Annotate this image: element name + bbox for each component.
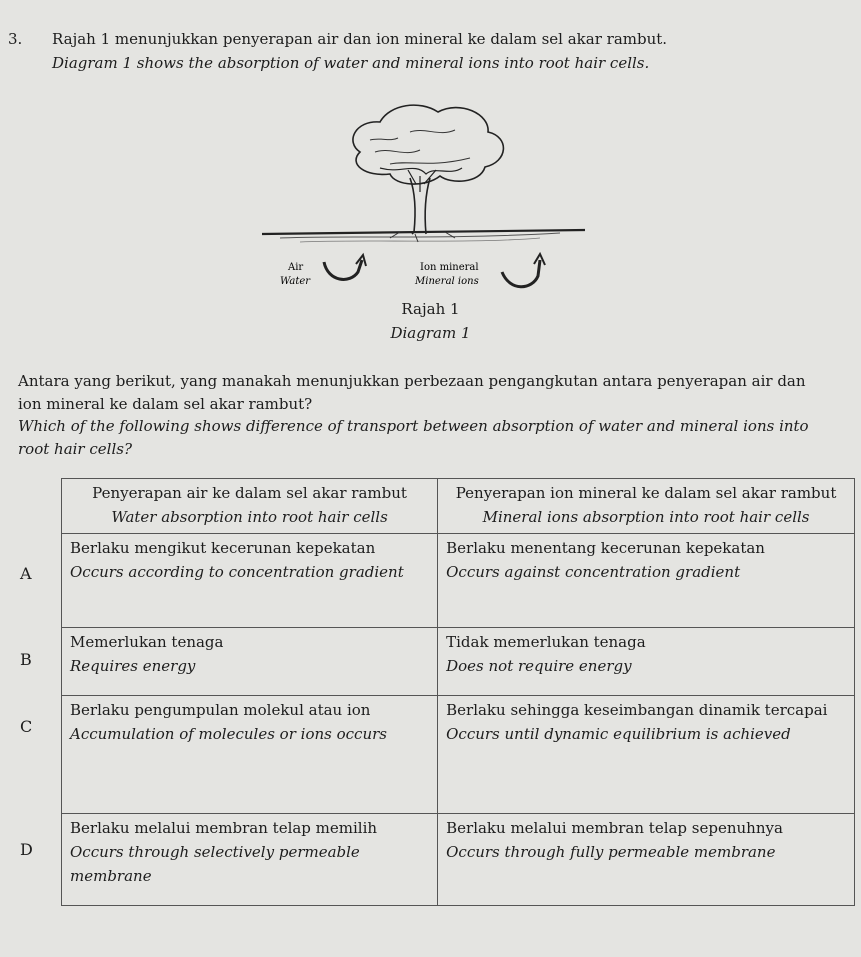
label-ion-ms: Ion mineral [420, 262, 479, 273]
header-water [62, 479, 438, 534]
option-letter-b[interactable]: B [20, 650, 32, 669]
header-ion-ms: Penyerapan ion mineral ke dalam sel akar rambut [455, 484, 837, 502]
label-water: Water [280, 276, 311, 287]
cell-d-ion [438, 814, 855, 906]
cell-a-water [62, 534, 438, 628]
cell-d-water-en: Occurs through selectively permeable membrane [70, 843, 360, 885]
cell-d-water-ms: Berlaku melalui membran telap memilih [70, 819, 378, 837]
label-air: Air [288, 262, 304, 273]
question-text-en: Diagram 1 shows the absorption of water and mineral ions into root hair cells. [52, 54, 650, 72]
cell-a-ion-en: Occurs against concentration gradient [446, 563, 741, 581]
cell-a-ion [438, 534, 855, 628]
cell-c-water-ms: Berlaku pengumpulan molekul atau ion [70, 701, 371, 719]
table-row-b [62, 628, 855, 696]
label-ion-en: Mineral ions [415, 276, 479, 287]
question-text-ms: Rajah 1 menunjukkan penyerapan air dan ion mineral ke dalam sel akar rambut. [52, 30, 668, 48]
header-ion-en: Mineral ions absorption into root hair cells [482, 508, 810, 526]
diagram-caption-en: Diagram 1 [390, 324, 471, 342]
cell-c-water [62, 696, 438, 814]
header-water-en: Water absorption into root hair cells [111, 508, 388, 526]
options-table [61, 478, 855, 906]
header-water-ms: Penyerapan air ke dalam sel akar rambut [92, 484, 407, 502]
cell-c-ion-ms: Berlaku sehingga keseimbangan dinamik tercapai [446, 701, 828, 719]
option-letter-c[interactable]: C [20, 717, 33, 736]
cell-b-ion-ms: Tidak memerlukan tenaga [446, 633, 646, 651]
cell-b-water-ms: Memerlukan tenaga [70, 633, 224, 651]
stem-text-ms: Antara yang berikut, yang manakah menunjukkan perbezaan pengangkutan antara penyerapan air dan ion mineral ke dalam sel akar rambut? [18, 372, 806, 413]
cell-d-water [62, 814, 438, 906]
diagram-caption-ms: Rajah 1 [401, 300, 460, 318]
cell-a-ion-ms: Berlaku menentang kecerunan kepekatan [446, 539, 765, 557]
cell-c-ion-en: Occurs until dynamic equilibrium is achieved [446, 725, 791, 743]
cell-b-ion-en: Does not require energy [446, 657, 632, 675]
question-number: 3. [8, 30, 23, 48]
cell-c-ion [438, 696, 855, 814]
cell-d-ion-ms: Berlaku melalui membran telap sepenuhnya [446, 819, 783, 837]
option-letter-d[interactable]: D [20, 840, 33, 859]
cell-b-water-en: Requires energy [70, 657, 196, 675]
table-row-a [62, 534, 855, 628]
table-row-c [62, 696, 855, 814]
cell-c-water-en: Accumulation of molecules or ions occurs [70, 725, 387, 743]
cell-d-ion-en: Occurs through fully permeable membrane [446, 843, 776, 861]
table-row-d [62, 814, 855, 906]
tree-diagram [240, 92, 600, 302]
table-header-row [62, 479, 855, 534]
cell-b-ion [438, 628, 855, 696]
cell-a-water-ms: Berlaku mengikut kecerunan kepekatan [70, 539, 376, 557]
cell-a-water-en: Occurs according to concentration gradient [70, 563, 404, 581]
stem-text-en: Which of the following shows difference of transport between absorption of water and mineral ions into root hair cells? [18, 417, 809, 458]
header-ion [438, 479, 855, 534]
option-letter-a[interactable]: A [20, 564, 32, 583]
tree-illustration [240, 92, 600, 302]
cell-b-water [62, 628, 438, 696]
